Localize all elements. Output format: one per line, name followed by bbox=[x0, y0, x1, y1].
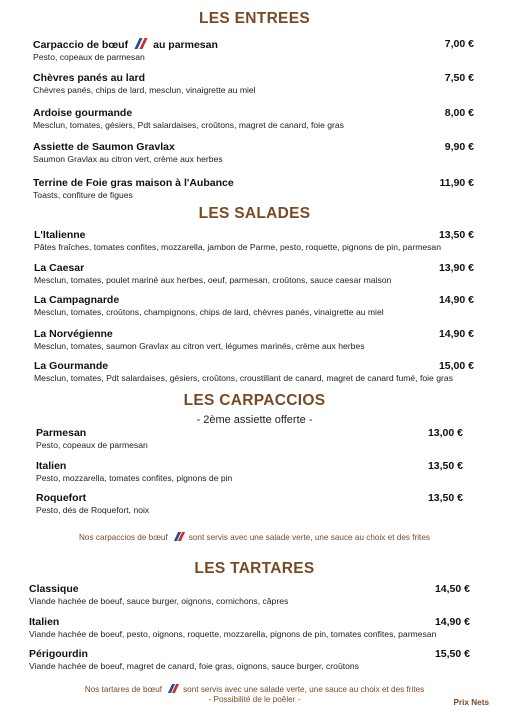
carpaccios-note: Nos carpaccios de bœuf sont servis avec une salade verte, une sauce au choix et des frites bbox=[79, 533, 430, 542]
menu-item bbox=[36, 427, 463, 450]
item-price: 13,50 € bbox=[427, 460, 463, 472]
menu-item bbox=[36, 460, 463, 483]
item-description: Mesclun, tomates, poulet mariné aux herbes, oeuf, parmesan, croûtons, sauce caesar maison bbox=[34, 275, 392, 285]
item-description: Mesclun, tomates, Pdt salardaises, gésiers, croûtons, croustillant de canard, magret de canard fumé, foie gras bbox=[34, 373, 453, 383]
menu-item bbox=[36, 492, 463, 515]
item-description: Toasts, confiture de figues bbox=[33, 190, 133, 200]
item-name: La Gourmande bbox=[34, 360, 109, 372]
item-price: 11,90 € bbox=[439, 177, 474, 189]
item-name: Carpaccio de bœuf au parmesan bbox=[33, 39, 218, 51]
tartares-note: Nos tartares de bœuf sont servis avec une salade verte, une sauce au choix et des frites bbox=[84, 685, 425, 694]
item-name: La Norvégienne bbox=[34, 328, 113, 340]
item-description: Mesclun, tomates, gésiers, Pdt salardaises, croûtons, magret de canard, foie gras bbox=[33, 120, 344, 130]
item-name: Italien bbox=[29, 616, 60, 628]
item-price: 7,50 € bbox=[444, 72, 474, 84]
item-price: 14,50 € bbox=[434, 583, 470, 595]
item-price: 14,90 € bbox=[438, 328, 474, 340]
item-description: Viande hachée de boeuf, magret de canard, foie gras, oignons, sauce burger, croûtons bbox=[29, 661, 359, 671]
item-description: Saumon Gravlax au citron vert, crème aux herbes bbox=[33, 154, 223, 164]
menu-item bbox=[34, 262, 474, 285]
item-name: Ardoise gourmande bbox=[33, 107, 133, 119]
carpaccios-subtitle: - 2ème assiette offerte - bbox=[196, 414, 313, 426]
item-description: Pâtes fraîches, tomates confites, mozzarella, jambon de Parme, pesto, roquette, pignons de pin, parmesan bbox=[34, 242, 441, 252]
menu-item bbox=[33, 38, 474, 62]
item-price: 14,90 € bbox=[438, 294, 474, 306]
item-price: 8,00 € bbox=[444, 107, 474, 119]
item-name: Périgourdin bbox=[29, 648, 88, 660]
item-name: Parmesan bbox=[36, 427, 87, 439]
entrees-heading: LES ENTREES bbox=[199, 10, 310, 27]
item-price: 13,00 € bbox=[427, 427, 463, 439]
item-name: Italien bbox=[36, 460, 67, 472]
menu-item bbox=[29, 583, 470, 606]
menu-item bbox=[34, 360, 474, 383]
item-description: Chèvres panés, chips de lard, mesclun, vinaigrette au miel bbox=[33, 85, 256, 95]
vf-flag-icon bbox=[132, 38, 150, 49]
item-description: Pesto, copeaux de parmesan bbox=[33, 52, 145, 62]
item-name: La Caesar bbox=[34, 262, 85, 274]
item-price: 15,50 € bbox=[434, 648, 470, 660]
tartares-heading: LES TARTARES bbox=[194, 560, 315, 577]
item-description: Pesto, copeaux de parmesan bbox=[36, 440, 148, 450]
menu-item bbox=[33, 177, 474, 200]
carpaccios-heading: LES CARPACCIOS bbox=[183, 392, 326, 409]
menu-item bbox=[29, 648, 470, 671]
prix-nets-label: Prix Nets bbox=[453, 698, 489, 707]
item-price: 13,50 € bbox=[438, 229, 474, 241]
item-name: Chèvres panés au lard bbox=[33, 72, 146, 84]
menu-item bbox=[33, 141, 474, 164]
menu-item bbox=[34, 294, 474, 317]
item-name: La Campagnarde bbox=[34, 294, 120, 306]
menu-item bbox=[34, 328, 474, 351]
item-name: Terrine de Foie gras maison à l'Aubance bbox=[33, 177, 234, 189]
item-description: Mesclun, tomates, saumon Gravlax au citron vert, légumes marinés, crème aux herbes bbox=[34, 341, 365, 351]
item-price: 7,00 € bbox=[444, 38, 474, 50]
menu-item bbox=[33, 107, 474, 130]
item-price: 13,50 € bbox=[427, 492, 463, 504]
item-description: Viande hachée de boeuf, pesto, oignons, roquette, mozzarella, pignons de pin, tomates confites, parmesan bbox=[29, 629, 437, 639]
item-description: Viande hachée de boeuf, sauce burger, oignons, cornichons, câpres bbox=[29, 596, 289, 606]
salades-heading: LES SALADES bbox=[198, 205, 311, 222]
menu-item bbox=[34, 229, 474, 252]
tartares-note-line2: - Possibilité de le poêler - bbox=[208, 695, 301, 704]
item-name: Roquefort bbox=[36, 492, 87, 504]
item-price: 14,90 € bbox=[434, 616, 470, 628]
item-name: L'Italienne bbox=[34, 229, 86, 241]
item-description: Mesclun, tomates, croûtons, champignons, chips de lard, chèvres panés, vinaigrette au miel bbox=[34, 307, 384, 317]
item-description: Pesto, dés de Roquefort, noix bbox=[36, 505, 150, 515]
item-description: Pesto, mozzarella, tomates confites, pignons de pin bbox=[36, 473, 233, 483]
item-name: Classique bbox=[29, 583, 79, 595]
item-price: 15,00 € bbox=[438, 360, 474, 372]
vf-flag-icon bbox=[166, 684, 180, 693]
menu-item bbox=[33, 72, 474, 95]
vf-flag-icon bbox=[172, 532, 186, 541]
item-name: Assiette de Saumon Gravlax bbox=[33, 141, 175, 153]
item-price: 13,90 € bbox=[438, 262, 474, 274]
menu-item bbox=[29, 616, 470, 639]
item-price: 9,90 € bbox=[444, 141, 474, 153]
